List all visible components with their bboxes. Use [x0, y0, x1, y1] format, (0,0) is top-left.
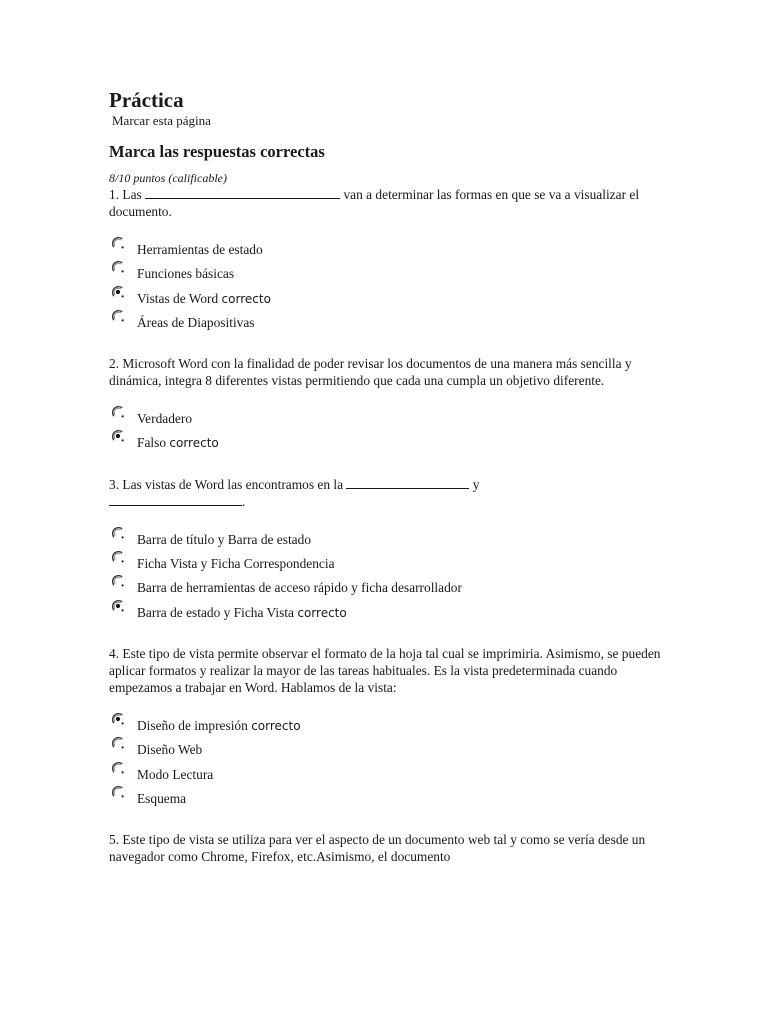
option-label: Funciones básicas — [137, 266, 235, 282]
answer-option[interactable] — [109, 790, 669, 814]
answer-option[interactable] — [109, 766, 669, 790]
radio-icon[interactable] — [110, 308, 126, 324]
answer-options — [109, 717, 669, 814]
points-label: 8/10 puntos (calificable) — [109, 171, 227, 185]
answer-option[interactable] — [109, 741, 669, 765]
radio-icon[interactable] — [110, 784, 126, 800]
radio-selected-icon[interactable] — [110, 711, 126, 727]
question-3 — [109, 476, 669, 628]
answer-option[interactable] — [109, 717, 669, 741]
answer-blank — [346, 476, 469, 489]
radio-selected-icon[interactable] — [110, 598, 126, 614]
radio-selected-icon[interactable] — [110, 284, 126, 300]
question-text-start: 3. Las vistas de Word las encontramos en la — [109, 476, 344, 492]
radio-icon[interactable] — [110, 525, 126, 541]
option-label: Esquema — [137, 790, 187, 806]
option-label: Diseño de impresión — [137, 717, 248, 733]
option-label: Verdadero — [137, 411, 193, 427]
answer-options — [109, 531, 669, 628]
answer-option[interactable] — [109, 555, 669, 579]
question-text: 2. Microsoft Word con la finalidad de poder revisar los documentos de una manera más sencilla y dinámica, integra 8 diferentes vistas permitiendo que cada una cumpla un objetivo diferente. — [109, 356, 632, 389]
radio-icon[interactable] — [110, 404, 126, 420]
option-label: Barra de título y Barra de estado — [137, 531, 312, 547]
answer-option[interactable] — [109, 265, 669, 289]
correct-mark: correcto — [297, 605, 347, 620]
bookmark-link[interactable]: Marcar esta página — [112, 113, 211, 128]
answer-blank — [145, 186, 340, 199]
option-label: Barra de herramientas de acceso rápido y ficha desarrollador — [137, 580, 462, 596]
answer-blank — [109, 493, 242, 506]
option-label: Herramientas de estado — [137, 242, 263, 257]
question-2 — [109, 355, 669, 459]
radio-icon[interactable] — [110, 259, 126, 275]
answer-option[interactable] — [109, 434, 669, 458]
question-text — [109, 186, 669, 220]
question-text — [109, 476, 669, 510]
correct-mark: correcto — [251, 718, 301, 733]
question-5 — [109, 831, 669, 865]
page-title: Práctica — [109, 88, 184, 112]
answer-option[interactable] — [109, 604, 669, 628]
answer-option[interactable] — [109, 410, 669, 434]
option-label: Falso — [137, 435, 167, 451]
answer-options — [109, 410, 669, 459]
question-4 — [109, 645, 669, 814]
correct-mark: correcto — [169, 436, 219, 451]
quiz-page — [109, 88, 669, 865]
radio-selected-icon[interactable] — [110, 428, 126, 444]
option-label: Áreas de Diapositivas — [137, 314, 255, 330]
option-label: Ficha Vista y Ficha Correspondencia — [137, 556, 335, 572]
answer-option[interactable] — [109, 314, 669, 338]
question-text: 4. Este tipo de vista permite observar el formato de la hoja tal cual se imprimiria. Asimismo, se pueden aplicar formatos y realizar la mayor de las tareas habituales. Es la vista predeterminada cuando empezamos a trabajar en Word. Hablamos de la vista: — [109, 645, 661, 695]
radio-icon[interactable] — [110, 735, 126, 751]
question-text-end: van a determinar las formas en que se va a visualizar el documento. — [109, 187, 640, 219]
quiz-subtitle: Marca las respuestas correctas — [109, 142, 325, 161]
question-text: 5. Este tipo de vista se utiliza para ver el aspecto de un documento web tal y como se vería desde un navegador como Chrome, Firefox, etc.Asimismo, el documento — [109, 832, 646, 865]
radio-icon[interactable] — [110, 235, 126, 251]
question-text-mid: y — [472, 476, 480, 492]
answer-options — [109, 241, 669, 338]
option-label: Modo Lectura — [137, 766, 214, 782]
correct-mark: correcto — [221, 291, 271, 306]
option-label: Diseño Web — [137, 742, 203, 758]
radio-icon[interactable] — [110, 760, 126, 776]
option-label: Vistas de Word — [137, 290, 219, 306]
radio-icon[interactable] — [110, 573, 126, 589]
answer-option[interactable] — [109, 531, 669, 555]
question-text-start: 1. Las — [109, 187, 142, 202]
radio-icon[interactable] — [110, 549, 126, 565]
option-label: Barra de estado y Ficha Vista — [137, 604, 294, 620]
question-text-end: . — [242, 493, 246, 509]
answer-option[interactable] — [109, 290, 669, 314]
answer-option[interactable] — [109, 579, 669, 603]
question-1 — [109, 186, 669, 338]
answer-option[interactable] — [109, 241, 669, 265]
